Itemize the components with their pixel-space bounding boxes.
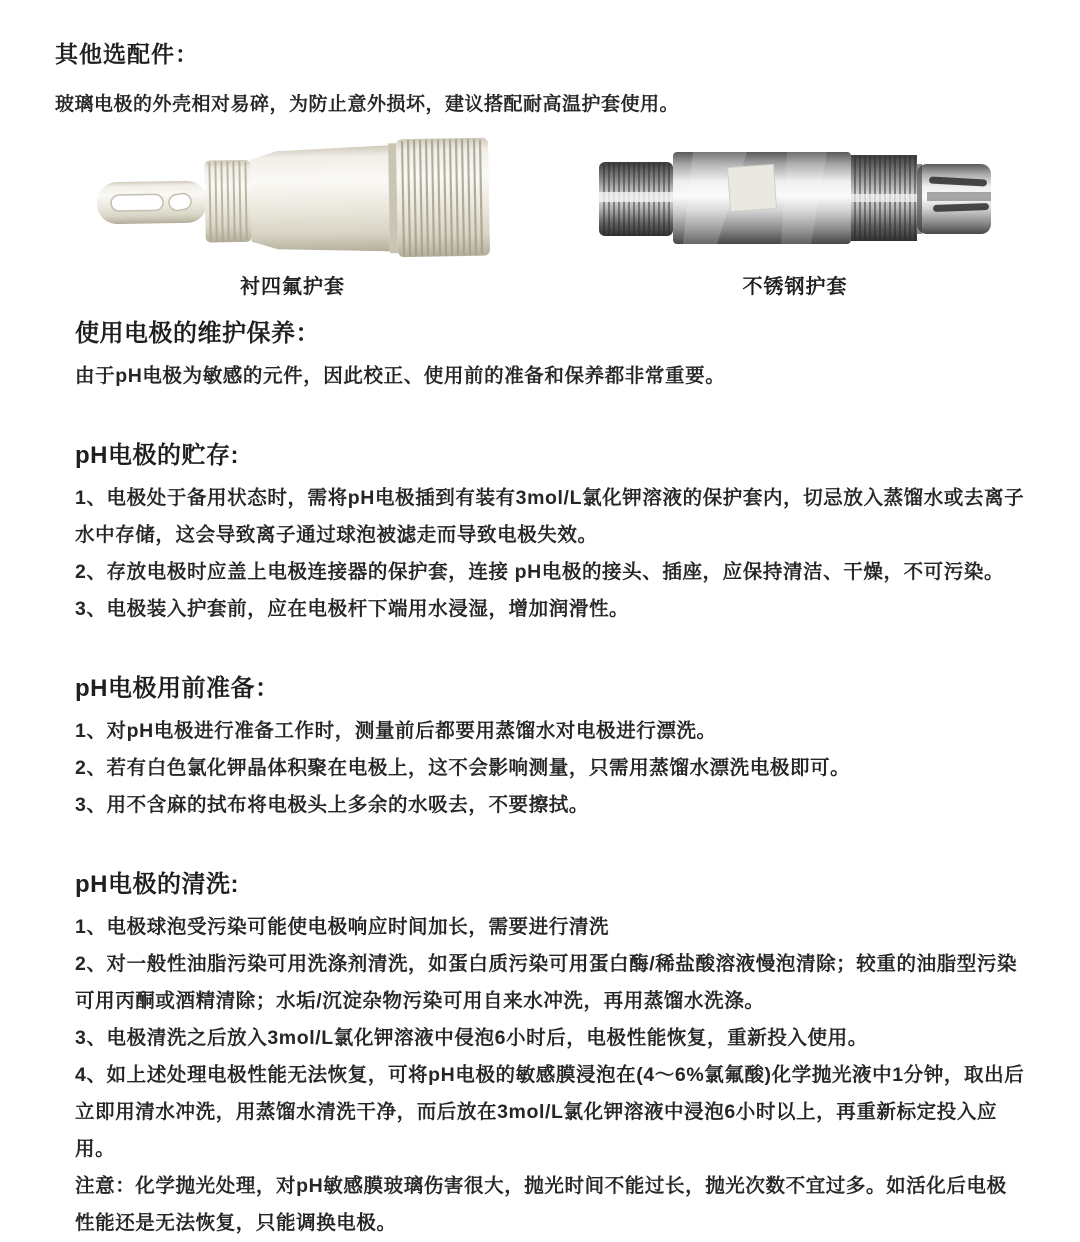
section-paragraph: 3、电极装入护套前，应在电极杆下端用水浸湿，增加润滑性。 [75,598,630,620]
product-caption-ptfe: 衬四氟护套 [240,276,345,298]
product-caption-stainless: 不锈钢护套 [742,276,848,298]
section-paragraph: 3、用不含麻的拭布将电极头上多余的水吸去，不要擦拭。 [75,794,589,816]
section-paragraph: 1、电极处于备用状态时，需将pH电极插到有装有3mol/L氯化钾溶液的保护套内，切忌放入蒸馏水或去离子水中存储，这会导致离子通过球泡被滤走而导致电极失效。 [75,487,1025,546]
section [75,864,1025,1242]
section-heading: pH电极的清洗: [75,871,239,898]
section-paragraph: 2、存放电极时应盖上电极连接器的保护套，连接 pH电极的接头、插座，应保持清洁、干燥，不可污染。 [75,561,1005,583]
page-title: 其他选配件： [55,41,199,67]
product-figure-ptfe [65,134,520,299]
section-paragraph: 2、若有白色氯化钾晶体积聚在电极上，这不会影响测量，只需用蒸馏水漂洗电极即可。 [75,757,851,779]
ptfe-sleeve-image [93,134,493,262]
section-paragraph: 4、如上述处理电极性能无法恢复，可将pH电极的敏感膜浸泡在(4～6%氯氟酸)化学抛光液中1分钟，取出后立即用清水冲洗，用蒸馏水清洗干净，而后放在3mol/L氯化钾溶液中浸泡6小时以上，再重新标定投入应用。 [75,1064,1025,1160]
maintenance-sections [55,313,1040,1242]
section [75,435,1025,628]
section-paragraph: 1、电极球泡受污染可能使电极响应时间加长，需要进行清洗 [75,916,610,938]
section-paragraph: 由于pH电极为敏感的元件，因此校正、使用前的准备和保养都非常重要。 [75,365,726,387]
stainless-sleeve-image [597,134,993,262]
products-row [55,134,1040,299]
section-paragraph: 2、对一般性油脂污染可用洗涤剂清洗，如蛋白质污染可用蛋白酶/稀盐酸溶液慢泡清除；较重的油脂型污染可用丙酮或酒精清除；水垢/沉淀杂物污染可用自来水冲洗，再用蒸馏水洗涤。 [75,953,1018,1012]
product-figure-stainless [580,134,1010,299]
section-paragraph: 注意：化学抛光处理，对pH敏感膜玻璃伤害很大，抛光时间不能过长，抛光次数不宜过多。如活化后电极性能还是无法恢复，只能调换电极。 [75,1175,1007,1234]
section-heading: pH电极的贮存: [75,442,239,469]
intro-text: 玻璃电极的外壳相对易碎，为防止意外损坏，建议搭配耐高温护套使用。 [55,94,680,115]
section-heading: pH电极用前准备： [75,675,280,702]
section [75,313,1025,395]
section [75,668,1025,824]
section-paragraph: 3、电极清洗之后放入3mol/L氯化钾溶液中侵泡6小时后，电极性能恢复，重新投入使用。 [75,1027,868,1049]
section-heading: 使用电极的维护保养： [75,320,320,347]
section-paragraph: 1、对pH电极进行准备工作时，测量前后都要用蒸馏水对电极进行漂洗。 [75,720,717,742]
